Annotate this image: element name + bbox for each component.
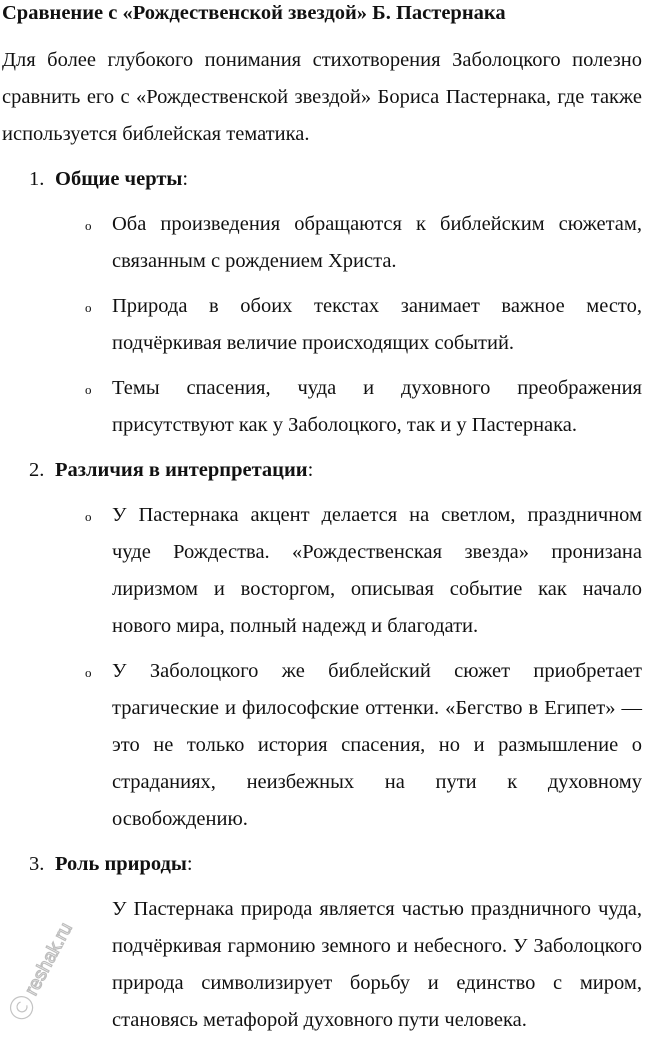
document [2, 0, 642, 1039]
section-3-heading [2, 846, 642, 883]
list-item [2, 497, 642, 645]
bullet-icon: o [85, 300, 92, 315]
list-number: 3. [29, 853, 45, 875]
list-number: 2. [29, 459, 45, 481]
list-item [2, 653, 642, 838]
colon: : [182, 168, 189, 190]
bullet-text: Оба произведения обращаются к библейским сюжетам, связанным с рождением Христа. [112, 213, 642, 272]
list-number: 1. [29, 168, 45, 190]
section-heading: Роль природы [55, 853, 187, 875]
bullet-icon: o [85, 382, 92, 397]
bullet-text: Природа в обоих текстах занимает важное место, подчёркивая величие происходящих событий. [112, 295, 642, 354]
section-heading: Различия в интерпретации [55, 459, 308, 481]
intro-paragraph: Для более глубокого понимания стихотворения Заболоцкого полезно сравнить его с «Рождественской звездой» Бориса Пастернака, где также используется библейская тематика. [2, 49, 642, 145]
section-3-text: У Пастернака природа является частью праздничного чуда, подчёркивая гармонию земного и небесного. У Заболоцкого природа символизирует борьбу и единство с миром, становясь метафорой духовного пути человека. [112, 898, 642, 1031]
watermark-text: reshak.ru [21, 919, 77, 1000]
section-heading: Общие черты [55, 168, 183, 190]
bullet-icon: o [85, 665, 92, 680]
list-item [2, 206, 642, 280]
colon: : [186, 853, 193, 875]
list-item [2, 288, 642, 362]
bullet-icon: o [85, 509, 92, 524]
list-item [2, 370, 642, 444]
bullet-text: У Пастернака акцент делается на светлом, праздничном чуде Рождества. «Рождественская звезда» пронизана лиризмом и восторгом, описывая событие как начало нового мира, полный надежд и благодати. [112, 504, 642, 637]
colon: : [307, 459, 314, 481]
bullet-text: Темы спасения, чуда и духовного преображения присутствуют как у Заболоцкого, так и у Пастернака. [112, 377, 642, 436]
section-2-bullets [2, 497, 642, 838]
section-2-heading [2, 452, 642, 489]
section-1-bullets [2, 206, 642, 444]
bullet-icon: o [85, 218, 92, 233]
document-title: Сравнение с «Рождественской звездой» Б. Пастернака [2, 2, 506, 24]
bullet-text: У Заболоцкого же библейский сюжет приобретает трагические и философские оттенки. «Бегство в Египет» — это не только история спасения, но и размышление о страданиях, неизбежных на пути к духовному освобождению. [112, 660, 642, 830]
section-1-heading [2, 161, 642, 198]
